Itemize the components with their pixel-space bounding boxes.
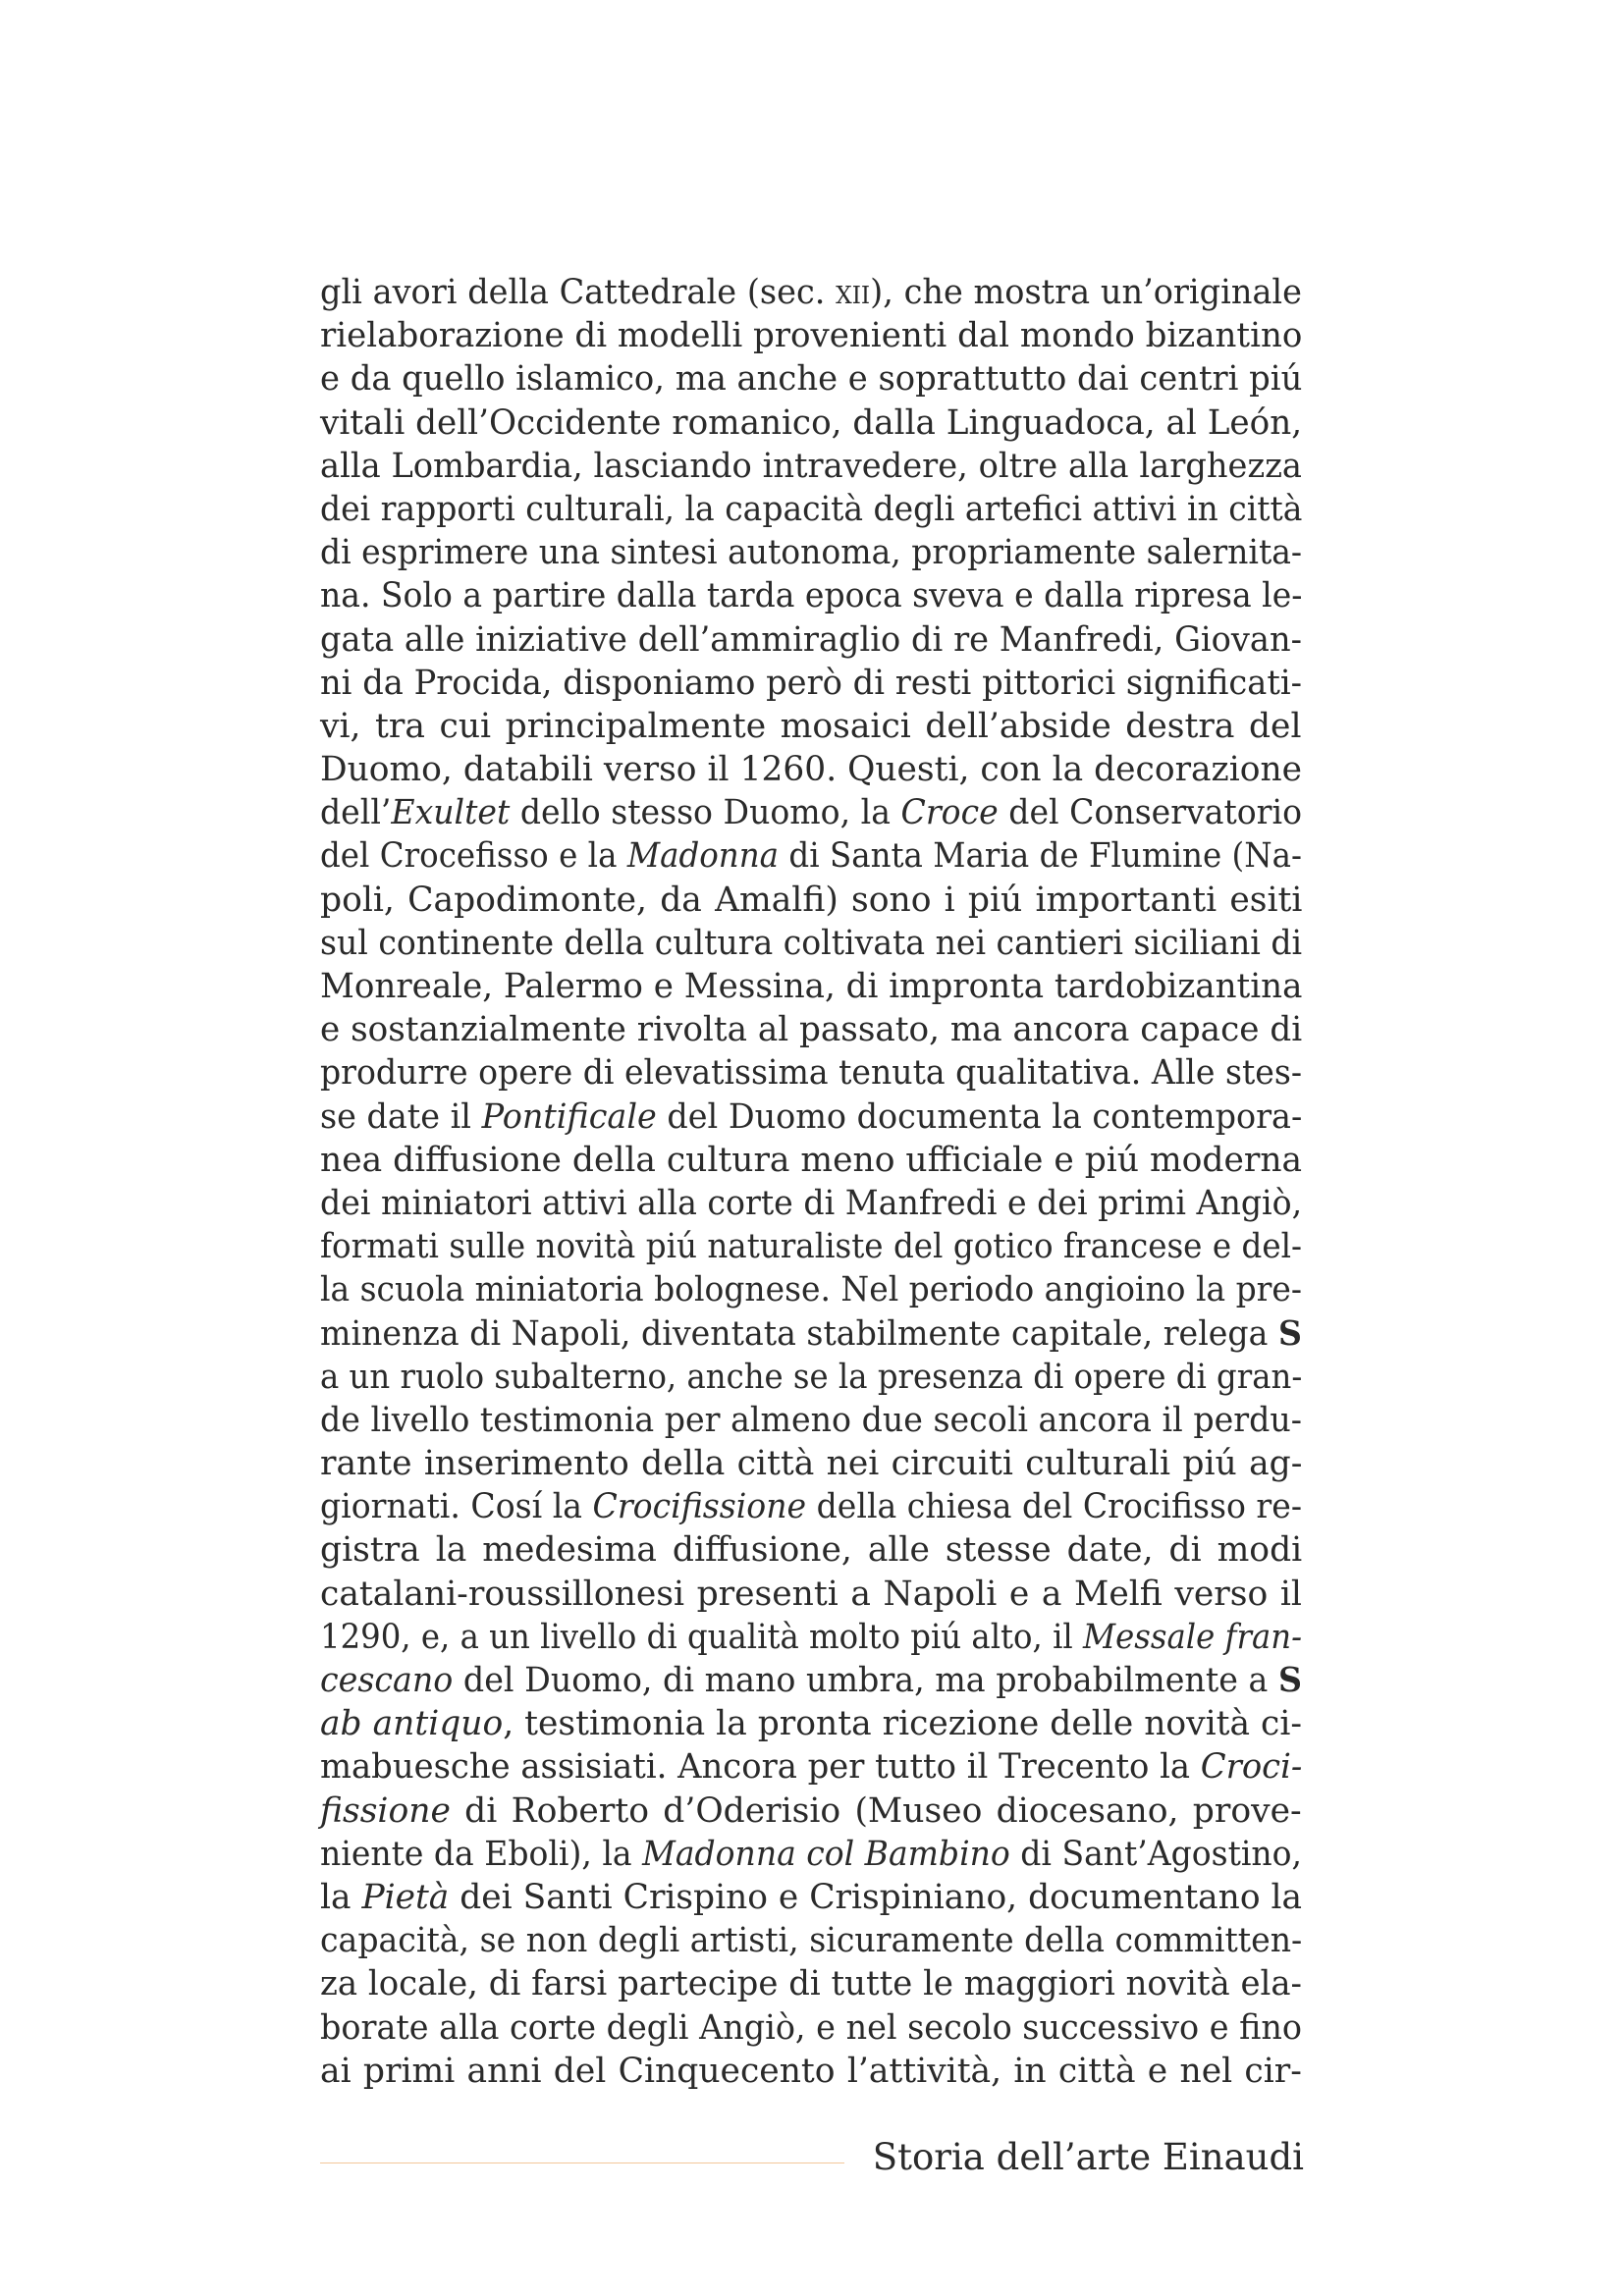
text-segment: cescano [320, 1661, 454, 1700]
text-segment: di Santa Maria de Flumine (Na- [779, 836, 1302, 877]
text-segment: Exultet [391, 793, 511, 833]
text-line [320, 1876, 1302, 1919]
body-text [320, 271, 1302, 2093]
text-segment: Pontificale [481, 1096, 657, 1137]
text-segment: rante inserimento della città nei circuiti culturali piú ag- [320, 1444, 1303, 1484]
text-segment: Madonna col Bambino [642, 1834, 1010, 1874]
text-line [320, 2006, 1302, 2050]
text-segment: Croce [900, 793, 999, 833]
text-line [320, 314, 1302, 357]
text-segment: na. Solo a partire dalla tarda epoca sveva e dalla ripresa le- [320, 576, 1303, 616]
text-segment: giornati. Cosí la [320, 1487, 593, 1527]
text-segment: Croci- [1200, 1747, 1303, 1788]
text-segment: capacità, se non degli artisti, sicuramente della committen- [320, 1921, 1303, 1961]
text-line [320, 445, 1302, 488]
text-segment: S [1278, 1313, 1302, 1354]
text-segment: vi, tra cui principalmente mosaici dell’abside destra del [320, 706, 1302, 746]
text-segment: gata alle iniziative dell’ammiraglio di re Manfredi, Giovan- [320, 619, 1302, 660]
text-segment: Madonna [626, 836, 780, 877]
text-segment: ), che mostra un’originale [870, 273, 1302, 312]
text-line [320, 1659, 1302, 1702]
text-segment: dei miniatori attivi alla corte di Manfredi e dei primi Angiò, [320, 1183, 1303, 1223]
text-line [320, 705, 1302, 748]
text-line [320, 1573, 1302, 1616]
text-segment: ni da Procida, disponiamo però di resti pittorici significati- [320, 663, 1302, 703]
text-line [320, 574, 1302, 617]
text-line [320, 879, 1302, 922]
text-line [320, 1702, 1302, 1745]
text-segment: dell’ [320, 793, 392, 833]
text-segment: Monreale, Palermo e Messina, di impronta tardobizantina [320, 967, 1303, 1006]
text-line [320, 1485, 1302, 1528]
text-line [320, 618, 1302, 662]
text-segment: 1290, e, a un livello di qualità molto piú alto, il [320, 1617, 1084, 1657]
text-segment: poli, Capodimonte, da Amalfi) sono i piú importanti esiti [320, 880, 1303, 920]
text-segment: formati sulle novità piú naturaliste del gotico francese e del- [320, 1227, 1302, 1267]
text-segment: produrre opere di elevatissima tenuta qualitativa. Alle stes- [320, 1053, 1302, 1094]
text-line [320, 1745, 1302, 1789]
text-segment: e da quello islamico, ma anche e soprattutto dai centri piú [320, 359, 1303, 400]
text-segment: e sostanzialmente rivolta al passato, ma ancora capace di [320, 1010, 1303, 1050]
text-line [320, 531, 1302, 574]
text-segment: niente da Eboli), la [320, 1834, 643, 1874]
text-segment: Duomo, databili verso il 1260. Questi, con la decorazione [320, 750, 1302, 790]
text-line [320, 748, 1302, 791]
text-segment: vitali dell’Occidente romanico, dalla Linguadoca, al León, [320, 402, 1303, 443]
text-segment: za locale, di farsi partecipe di tutte le maggiori novità ela- [320, 1964, 1302, 2004]
text-line [320, 357, 1302, 400]
text-segment: gli avori della Cattedrale (sec. [320, 273, 837, 312]
text-line [320, 1268, 1302, 1311]
text-line [320, 922, 1302, 965]
text-segment: mabuesche assisiati. Ancora per tutto il Trecento la [320, 1747, 1201, 1788]
text-line [320, 1833, 1302, 1876]
text-segment: la scuola miniatoria bolognese. Nel periodo angioino la pre- [320, 1270, 1302, 1310]
text-segment: Crocifissione [592, 1487, 807, 1527]
text-line [320, 791, 1302, 834]
text-segment: , testimonia la pronta ricezione delle novità ci- [503, 1704, 1302, 1744]
text-segment: di Sant’Agostino, [1009, 1834, 1303, 1874]
text-line [320, 965, 1302, 1008]
text-segment: del Crocefisso e la [320, 836, 627, 877]
text-line [320, 1225, 1302, 1268]
text-segment: catalani-roussillonesi presenti a Napoli e a Melfi verso il [320, 1574, 1302, 1614]
text-line [320, 1008, 1302, 1051]
text-line [320, 1616, 1302, 1659]
footer-title: Storia dell’arte Einaudi [872, 2136, 1304, 2178]
text-segment: Pietà [361, 1877, 450, 1917]
text-segment: a un ruolo subalterno, anche se la presenza di opere di gran- [320, 1357, 1303, 1397]
text-segment: ab antiquo [320, 1704, 504, 1744]
text-line [320, 1051, 1302, 1095]
text-segment: del Duomo, di mano umbra, ma probabilmente a [453, 1661, 1278, 1700]
text-line [320, 1139, 1302, 1182]
text-segment: di esprimere una sintesi autonoma, propriamente salernita- [320, 533, 1303, 573]
text-segment: se date il [320, 1096, 482, 1137]
text-segment: ai primi anni del Cinquecento l’attività, in città e nel cir- [320, 2051, 1302, 2091]
text-line [320, 2050, 1302, 2093]
text-segment: de livello testimonia per almeno due secoli ancora il perdu- [320, 1400, 1302, 1440]
text-line [320, 1095, 1302, 1139]
text-segment: alla Lombardia, lasciando intravedere, oltre alla larghezza [320, 446, 1302, 486]
text-segment: minenza di Napoli, diventata stabilmente capitale, relega [320, 1313, 1279, 1354]
text-segment: fissione [320, 1790, 451, 1831]
text-segment: sul continente della cultura coltivata nei cantieri siciliani di [320, 923, 1303, 963]
text-line [320, 401, 1302, 445]
text-line [320, 662, 1302, 705]
text-segment: S [1277, 1661, 1302, 1700]
text-segment: la [320, 1877, 362, 1917]
text-line [320, 1962, 1302, 2005]
text-segment: della chiesa del Crocifisso re- [806, 1487, 1302, 1527]
text-line [320, 834, 1302, 878]
text-line [320, 488, 1302, 531]
text-line [320, 271, 1302, 314]
text-line [320, 1312, 1302, 1356]
text-segment: di Roberto d’Oderisio (Museo diocesano, prove- [450, 1790, 1302, 1831]
text-segment: del Conservatorio [998, 793, 1302, 833]
text-line [320, 1356, 1302, 1399]
text-segment: rielaborazione di modelli provenienti dal mondo bizantino [320, 316, 1303, 356]
text-segment: xii [836, 273, 871, 312]
text-segment: dello stesso Duomo, la [510, 793, 901, 833]
text-line [320, 1789, 1302, 1833]
text-segment: borate alla corte degli Angiò, e nel secolo successivo e fino [320, 2007, 1302, 2048]
text-line [320, 1182, 1302, 1225]
text-line [320, 1919, 1302, 1962]
text-segment: dei rapporti culturali, la capacità degli artefici attivi in città [320, 489, 1303, 529]
text-line [320, 1442, 1302, 1485]
text-segment: nea diffusione della cultura meno ufficiale e piú moderna [320, 1140, 1303, 1180]
text-segment: Messale fran- [1083, 1617, 1302, 1657]
text-line [320, 1399, 1302, 1442]
text-segment: del Duomo documenta la contempora- [656, 1096, 1303, 1137]
text-segment: dei Santi Crispino e Crispiniano, documentano la [449, 1877, 1302, 1917]
text-line [320, 1528, 1302, 1572]
text-segment: gistra la medesima diffusione, alle stesse date, di modi [320, 1530, 1303, 1571]
